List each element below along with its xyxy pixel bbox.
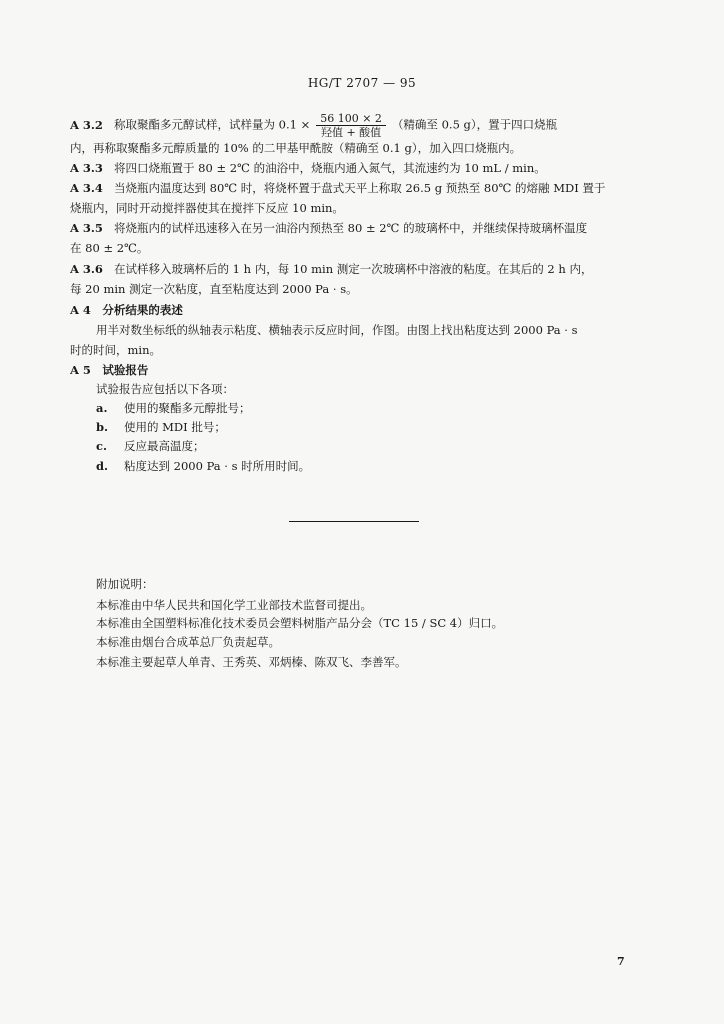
report-item-text: 粘度达到 2000 Pa · s 时所用时间。 — [124, 459, 311, 473]
clause-text: 在试样移入玻璃杯后的 1 h 内，每 10 min 测定一次玻璃杯中溶液的粘度。在其后的 2 h 内， — [114, 262, 593, 276]
clause-text: （精确至 0.5 g），置于四口烧瓶 — [391, 117, 558, 132]
clause-a36-line1 — [70, 261, 592, 277]
clause-a32-line2: 内，再称取聚酯多元醇质量的 10% 的二甲基甲酰胺（精确至 0.1 g），加入四口烧瓶内。 — [70, 141, 522, 155]
section-a5-heading: A 5 试验报告 — [70, 363, 149, 377]
section-a4-body-line2: 时的时间，min。 — [70, 343, 161, 357]
page-header: HG/T 2707 — 95 — [307, 76, 417, 90]
section-divider — [289, 521, 419, 522]
formula-numerator: 56 100 × 2 — [316, 112, 386, 126]
clause-text: 当烧瓶内温度达到 80℃ 时，将烧杯置于盘式天平上称取 26.5 g 预热至 80℃ 的熔融 MDI 置于 — [114, 181, 606, 195]
clause-a34-line1 — [70, 180, 605, 196]
section-a5-intro: 试验报告应包括以下各项： — [96, 382, 234, 396]
clause-text: 称取聚酯多元醇试样，试样量为 0.1 × — [114, 117, 311, 132]
report-item-label: d. — [96, 459, 109, 473]
report-item — [96, 419, 226, 435]
section-a4-body-line1: 用半对数坐标纸的纵轴表示粘度、横轴表示反应时间，作图。由图上找出粘度达到 2000 Pa · s — [96, 323, 578, 337]
clause-number: A 3.4 — [70, 181, 103, 195]
clause-number: A 3.6 — [70, 262, 103, 276]
clause-number: A 3.3 — [70, 161, 103, 175]
section-a4-heading: A 4 分析结果的表述 — [70, 303, 183, 317]
clause-a34-line2: 烧瓶内，同时开动搅拌器使其在搅拌下反应 10 min。 — [70, 201, 344, 215]
report-item-text: 使用的聚酯多元醇批号； — [124, 401, 251, 415]
clause-number: A 3.5 — [70, 221, 103, 235]
report-item — [96, 458, 310, 474]
report-item-label: b. — [96, 420, 109, 434]
clause-text: 将烧瓶内的试样迅速移入在另一油浴内预热至 80 ± 2℃ 的玻璃杯中，并继续保持玻璃杯温度 — [114, 221, 588, 235]
notes-title: 附加说明： — [96, 577, 154, 591]
notes-line: 本标准由中华人民共和国化学工业部技术监督司提出。 — [96, 598, 372, 612]
notes-line: 本标准由全国塑料标准化技术委员会塑料树脂产品分会（TC 15 / SC 4）归口。 — [96, 616, 504, 630]
notes-line: 本标准主要起草人单青、王秀英、邓炳榛、陈双飞、李善军。 — [96, 655, 407, 669]
clause-a35-line1 — [70, 220, 587, 236]
clause-a32-line1 — [70, 112, 557, 139]
report-item — [96, 400, 251, 416]
page-number: 7 — [617, 955, 625, 968]
report-item-text: 使用的 MDI 批号； — [124, 420, 226, 434]
clause-a35-line2: 在 80 ± 2℃。 — [70, 241, 149, 255]
clause-a33 — [70, 160, 546, 176]
clause-text: 将四口烧瓶置于 80 ± 2℃ 的油浴中，烧瓶内通入氮气，其流速约为 10 mL / min。 — [114, 161, 546, 175]
report-item-label: a. — [96, 401, 108, 415]
report-item-text: 反应最高温度； — [124, 439, 205, 453]
clause-number: A 3.2 — [70, 117, 103, 132]
formula-denominator: 羟值 + 酸值 — [320, 126, 382, 139]
sample-mass-formula — [316, 112, 386, 139]
report-item — [96, 438, 205, 454]
notes-line: 本标准由烟台合成革总厂负责起草。 — [96, 635, 280, 649]
report-item-label: c. — [96, 439, 108, 453]
clause-a36-line2: 每 20 min 测定一次粘度，直至粘度达到 2000 Pa · s。 — [70, 282, 358, 296]
